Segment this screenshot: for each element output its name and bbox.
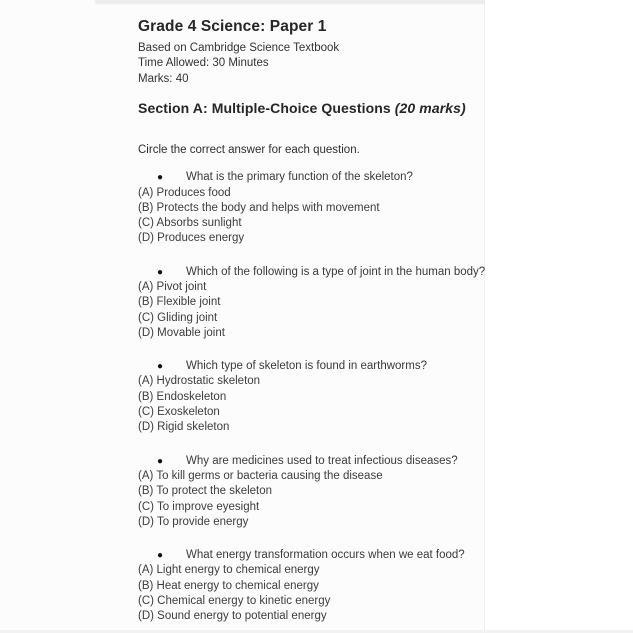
question-block-3 [138, 359, 488, 435]
option-a: (A) Hydrostatic skeleton [138, 375, 261, 388]
option-d: (D) Rigid skeleton [138, 421, 230, 434]
bullet-icon: ● [157, 172, 164, 184]
bullet-icon: ● [157, 361, 164, 373]
meta-time-allowed: Time Allowed: 30 Minutes [138, 57, 269, 70]
option-a: (A) Produces food [138, 186, 231, 199]
option-b: (B) Endoskeleton [138, 390, 227, 403]
question-text: What is the primary function of the skeleton? [186, 171, 413, 184]
meta-source: Based on Cambridge Science Textbook [138, 42, 340, 54]
question-text: Why are medicines used to treat infectious diseases? [186, 454, 458, 467]
option-c: (C) Exoskeleton [138, 406, 220, 419]
option-b: (B) To protect the skeleton [138, 485, 273, 498]
bullet-icon: ● [157, 266, 164, 278]
option-d: (D) Produces energy [138, 232, 245, 245]
paper-title: Grade 4 Science: Paper 1 [138, 18, 327, 35]
option-b: (B) Protects the body and helps with movement [138, 201, 380, 214]
question-title [138, 265, 488, 280]
question-text: Which type of skeleton is found in earthworms? [186, 360, 427, 373]
option-a: (A) Pivot joint [138, 281, 207, 293]
section-heading-text: Section A: Multiple-Choice Questions [138, 100, 391, 117]
option-d: (D) Movable joint [138, 326, 225, 339]
question-title [138, 548, 488, 563]
question-block-5 [138, 548, 488, 624]
option-d: (D) Sound energy to potential energy [138, 610, 327, 623]
section-heading [138, 100, 488, 117]
option-a: (A) Light energy to chemical energy [138, 564, 320, 577]
instruction-text: Circle the correct answer for each question. [138, 144, 360, 157]
question-title [138, 454, 488, 469]
option-a: (A) To kill germs or bacteria causing the disease [138, 469, 383, 482]
question-block-1 [138, 170, 488, 246]
option-d: (D) To provide energy [138, 515, 249, 528]
section-marks: (20 marks) [394, 100, 466, 117]
option-c: (C) Absorbs sunlight [138, 217, 242, 230]
meta-marks: Marks: 40 [138, 72, 189, 85]
page-right-margin [484, 0, 633, 633]
question-text: Which of the following is a type of joint in the human body? [186, 265, 486, 278]
question-block-2 [138, 265, 488, 341]
question-block-4 [138, 454, 488, 530]
option-c: (C) Chemical energy to kinetic energy [138, 595, 331, 608]
question-title [138, 359, 488, 374]
option-b: (B) Heat energy to chemical energy [138, 579, 319, 592]
bullet-icon: ● [157, 455, 164, 467]
question-title [138, 170, 488, 185]
question-text: What energy transformation occurs when we eat food? [186, 549, 465, 562]
paper-meta [138, 41, 488, 87]
exam-paper [138, 0, 488, 625]
option-c: (C) Gliding joint [138, 311, 218, 324]
option-b: (B) Flexible joint [138, 296, 221, 309]
bullet-icon: ● [157, 550, 164, 562]
option-c: (C) To improve eyesight [138, 500, 260, 513]
